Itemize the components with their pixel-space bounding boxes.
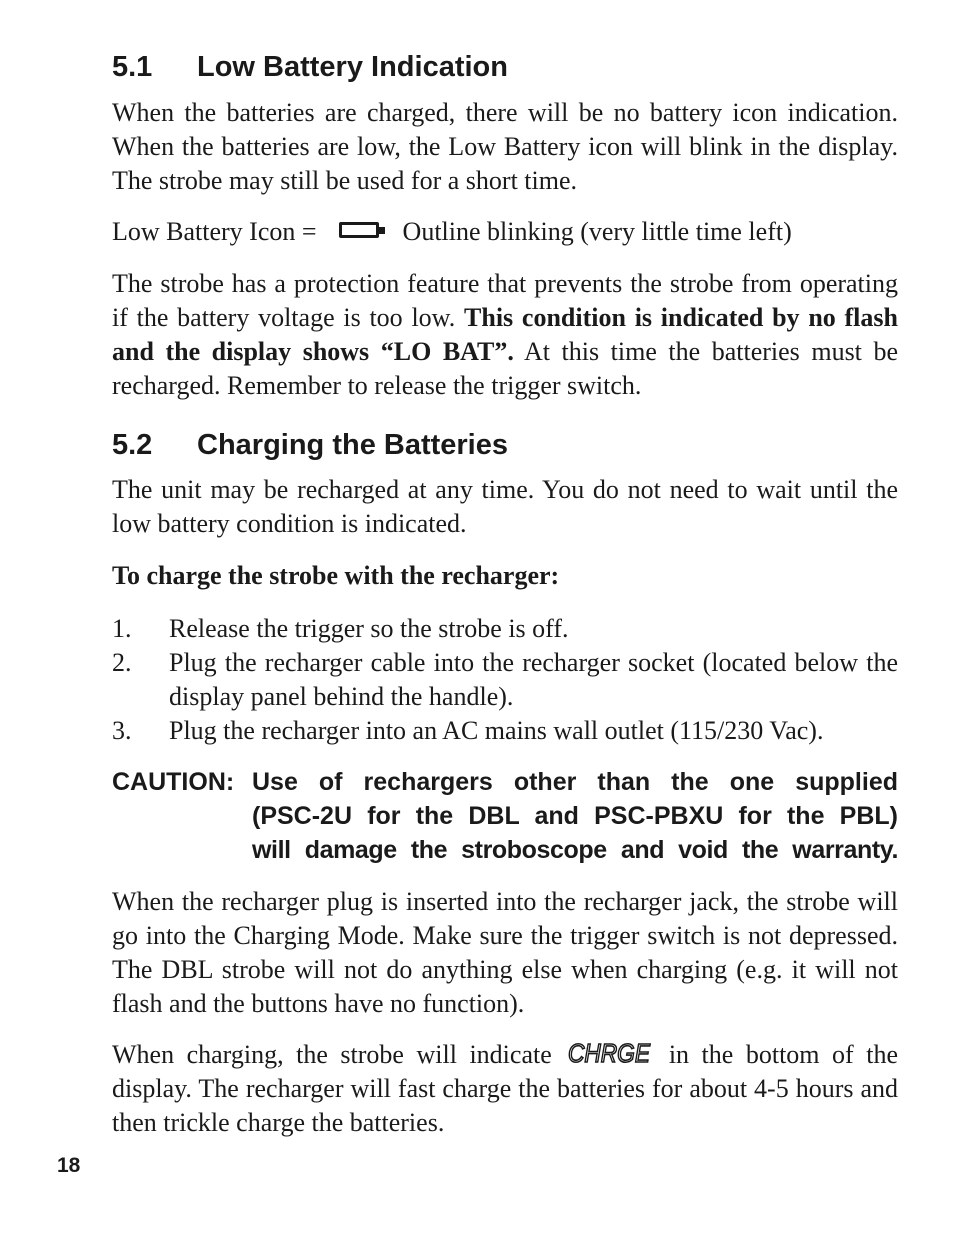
list-item: 3. Plug the recharger into an AC mains wall outlet (115/230 Vac). xyxy=(112,716,824,745)
low-battery-paragraph: When the batteries are charged, there will be no battery icon indication. When the batteries are low, the Low Battery icon will blink in the display. The strobe may still be used for a short time. xyxy=(112,98,898,195)
caution-notice xyxy=(112,765,898,867)
chrge-lcd-icon xyxy=(568,1039,652,1067)
protection-text-bold: This condition is indicated by no flash and the display shows “LO BAT”. xyxy=(112,303,898,366)
page-number: 18 xyxy=(57,1154,81,1177)
section-title: Charging the Batteries xyxy=(197,429,508,461)
low-battery-icon-row xyxy=(112,215,898,249)
icon-label: Low Battery Icon = xyxy=(112,217,317,246)
section-number: 5.1 xyxy=(112,51,153,83)
section-number: 5.2 xyxy=(112,429,153,461)
charging-steps-list xyxy=(112,612,898,748)
protection-text-b: At this time the batteries must be recharged. Remember to release the trigger switch. xyxy=(112,337,898,400)
protection-paragraph xyxy=(112,267,898,403)
section-title: Low Battery Indication xyxy=(197,51,508,83)
recharger-subheading: To charge the strobe with the recharger: xyxy=(112,561,560,590)
section-heading-5-1 xyxy=(112,49,898,85)
section-heading-5-2 xyxy=(112,427,898,463)
svg-text:CHRGE: CHRGE xyxy=(568,1038,651,1068)
recharge-anytime-paragraph: The unit may be recharged at any time. You do not need to wait until the low battery condition is indicated. xyxy=(112,475,898,538)
caution-label: CAUTION: xyxy=(112,768,235,796)
charge-indicator-paragraph: When charging, the strobe will indicate CHRGE in the bottom of the display. The recharger will fast charge the batteries for about 4-5 hours and then trickle charge the batteries. xyxy=(112,1038,898,1137)
charging-mode-paragraph: When the recharger plug is inserted into the recharger jack, the strobe will go into the Charging Mode. Make sure the trigger switch is not depressed. The DBL strobe will not do anything else when charging (e.g. it will not flash and the buttons have no function). xyxy=(112,887,898,1018)
protection-text-a: The strobe has a protection feature that prevents the strobe from operating if the battery voltage is too low. xyxy=(112,269,898,332)
caution-text: Use of rechargers other than the one supplied (PSC-2U for the DBL and PSC-PBXU for the PBL) will damage the stroboscope and void the warranty. xyxy=(252,768,898,864)
low-battery-icon xyxy=(339,222,385,242)
icon-description: Outline blinking (very little time left) xyxy=(402,217,792,246)
list-item: 2. Plug the recharger cable into the recharger socket (located below the display panel behind the handle). xyxy=(112,648,898,711)
list-item: 1. Release the trigger so the strobe is off. xyxy=(112,614,569,643)
